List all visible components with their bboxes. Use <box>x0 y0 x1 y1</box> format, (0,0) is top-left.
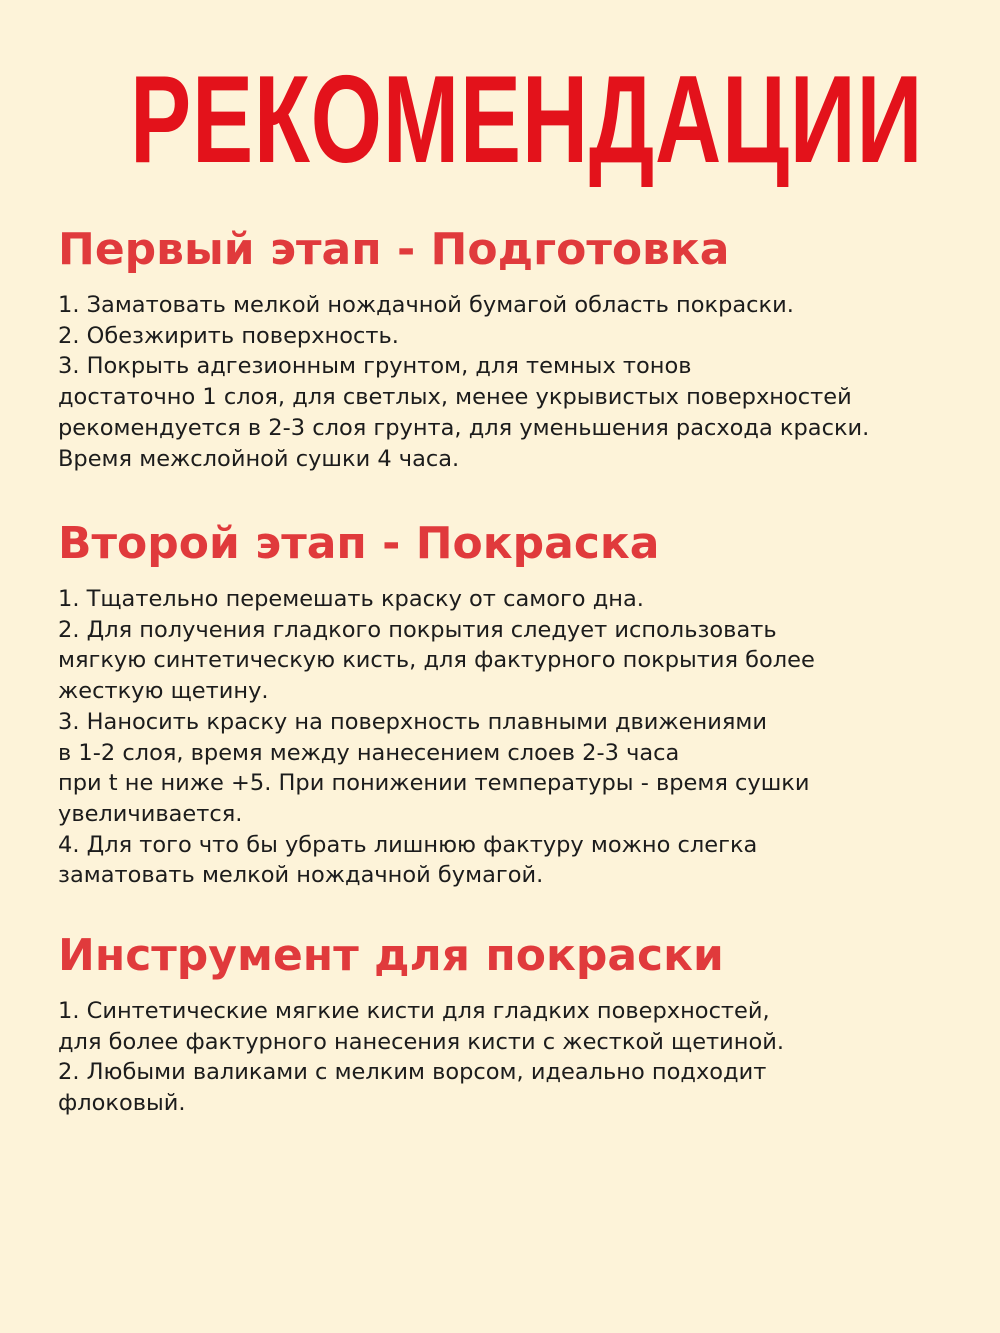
text-line: 1. Синтетические мягкие кисти для гладких поверхностей, <box>58 998 770 1024</box>
text-line: рекомендуется в 2-3 слоя грунта, для уменьшения расхода краски. <box>58 414 870 441</box>
section-heading: Второй этап - Покраска <box>58 518 660 569</box>
text-line: флоковый. <box>58 1090 186 1117</box>
section-heading: Инструмент для покраски <box>58 930 724 981</box>
section-body <box>58 584 988 891</box>
section-body <box>58 290 988 474</box>
section-painting <box>58 518 988 891</box>
text-line: 1. Тщательно перемешать краску от самого дна. <box>58 586 644 612</box>
text-line: 4. Для того что бы убрать лишнюю фактуру можно слегка <box>58 831 758 858</box>
text-line: 3. Наносить краску на поверхность плавными движениями <box>58 708 767 735</box>
text-line: 1. Заматовать мелкой нождачной бумагой область покраски. <box>58 292 794 318</box>
text-line: заматовать мелкой нождачной бумагой. <box>58 862 544 889</box>
text-line: в 1-2 слоя, время между нанесением слоев 2-3 часа <box>58 739 680 766</box>
section-preparation <box>58 224 988 474</box>
text-line: увеличивается. <box>58 800 243 827</box>
page-title: РЕКОМЕНДАЦИИ <box>130 51 924 189</box>
section-tools <box>58 930 988 1119</box>
section-heading: Первый этап - Подготовка <box>58 224 730 275</box>
text-line: Время межслойной сушки 4 часа. <box>58 445 460 472</box>
text-line: мягкую синтетическую кисть, для фактурного покрытия более <box>58 647 815 674</box>
text-line: достаточно 1 слоя, для светлых, менее укрывистых поверхностей <box>58 384 852 411</box>
text-line: 3. Покрыть адгезионным грунтом, для темных тонов <box>58 353 692 380</box>
section-body <box>58 996 988 1119</box>
text-line: 2. Для получения гладкого покрытия следует использовать <box>58 616 777 643</box>
text-line: при t не ниже +5. При понижении температуры - время сушки <box>58 770 810 797</box>
text-line: для более фактурного нанесения кисти с жесткой щетиной. <box>58 1028 785 1055</box>
text-line: жесткую щетину. <box>58 678 269 705</box>
text-line: 2. Обезжирить поверхность. <box>58 322 399 349</box>
text-line: 2. Любыми валиками с мелким ворсом, идеально подходит <box>58 1059 767 1086</box>
